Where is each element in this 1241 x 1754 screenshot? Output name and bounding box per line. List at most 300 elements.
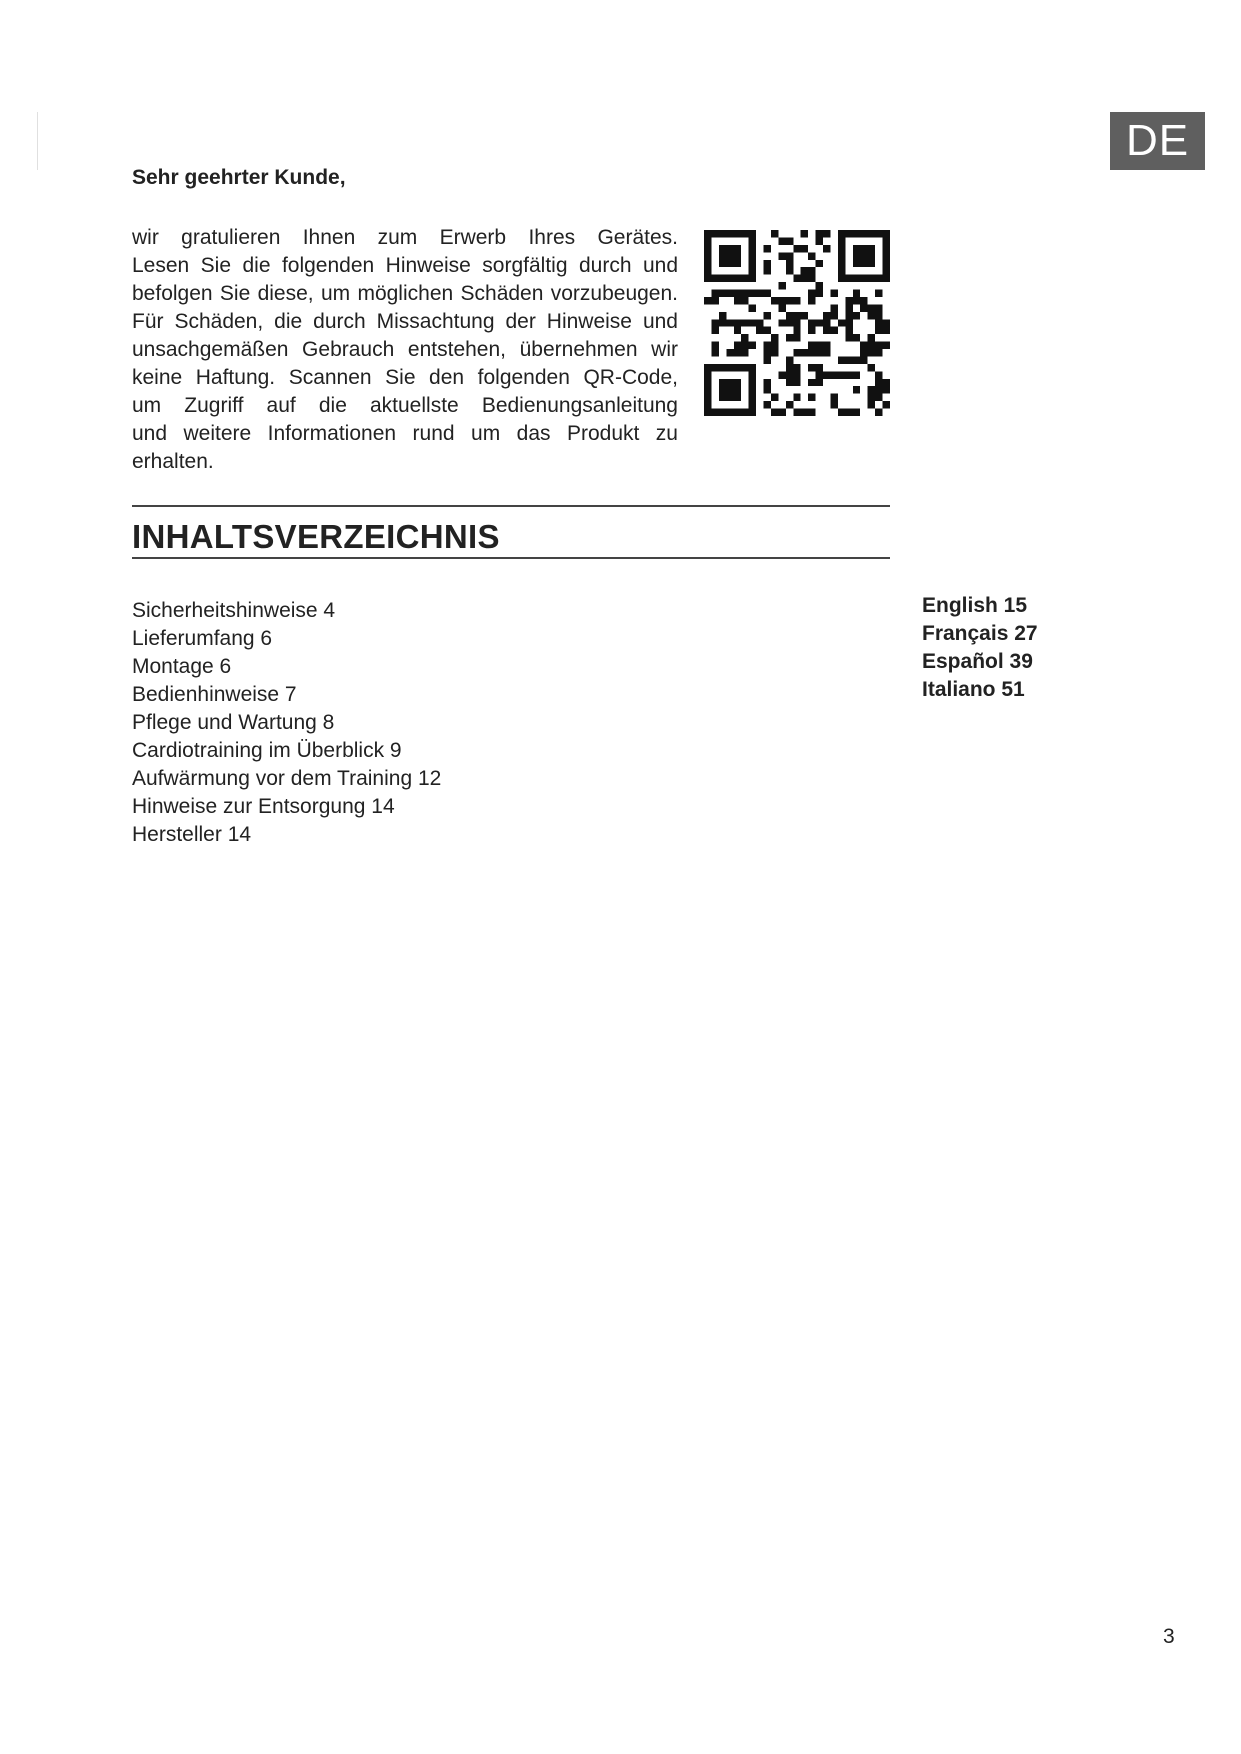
qr-module [719,319,726,326]
qr-module [816,342,823,349]
qr-module [786,319,793,326]
qr-module [830,304,837,311]
qr-module [704,297,711,304]
qr-module [868,394,875,401]
qr-module [830,371,837,378]
qr-module [749,394,756,401]
qr-module [711,409,718,416]
qr-module [816,364,823,371]
qr-module [704,230,711,237]
qr-module [875,230,882,237]
qr-module [756,290,763,297]
qr-module [838,371,845,378]
qr-module [734,394,741,401]
qr-module [711,327,718,334]
qr-module [719,379,726,386]
qr-module [868,364,875,371]
qr-module [764,245,771,252]
qr-module [801,245,808,252]
toc-item[interactable]: Pflege und Wartung 8 [132,711,335,734]
qr-module [883,237,890,244]
qr-module [726,260,733,267]
qr-module [734,327,741,334]
qr-module [764,267,771,274]
qr-module [860,252,867,259]
qr-module [704,260,711,267]
qr-module [749,260,756,267]
qr-module [719,394,726,401]
qr-module [808,290,815,297]
qr-module [778,409,785,416]
intro-line: um Zugriff auf die aktuellste Bedienungsanleitung [132,394,678,417]
qr-module [845,230,852,237]
qr-module [734,364,741,371]
qr-module [860,349,867,356]
qr-module [771,334,778,341]
qr-module [719,252,726,259]
qr-module [883,342,890,349]
qr-module [741,364,748,371]
qr-module [778,237,785,244]
qr-module [793,319,800,326]
qr-module [704,252,711,259]
qr-module [845,327,852,334]
qr-module [853,260,860,267]
qr-module [764,260,771,267]
toc-item[interactable]: Bedienhinweise 7 [132,683,297,706]
qr-module [853,252,860,259]
qr-module [875,275,882,282]
qr-module [734,290,741,297]
qr-module [845,297,852,304]
qr-module [808,319,815,326]
qr-module [816,319,823,326]
qr-module [704,245,711,252]
toc-item[interactable]: Aufwärmung vor dem Training 12 [132,767,442,790]
qr-module [801,312,808,319]
qr-module [830,312,837,319]
qr-module [726,245,733,252]
qr-module [816,290,823,297]
qr-module [845,319,852,326]
qr-module [726,230,733,237]
qr-module [845,371,852,378]
language-tab: DE [1110,112,1205,170]
qr-module [883,245,890,252]
qr-module [853,356,860,363]
margin-mark [37,112,38,170]
qr-module [808,409,815,416]
qr-module [868,252,875,259]
qr-module [726,319,733,326]
qr-module [741,275,748,282]
qr-module [883,379,890,386]
qr-module [771,349,778,356]
qr-module [853,409,860,416]
qr-module [823,371,830,378]
qr-module [801,275,808,282]
qr-module [808,364,815,371]
qr-module [823,327,830,334]
qr-module [749,371,756,378]
qr-module [764,356,771,363]
qr-module [749,409,756,416]
qr-module [786,252,793,259]
toc-rule-bottom [132,557,890,559]
qr-module [853,245,860,252]
qr-module [741,230,748,237]
qr-module [771,230,778,237]
qr-module [875,371,882,378]
qr-module [845,356,852,363]
qr-module [860,245,867,252]
qr-module [883,252,890,259]
qr-module [749,252,756,259]
qr-module [816,237,823,244]
qr-module [711,342,718,349]
intro-line: Für Schäden, die durch Missachtung der Hinweise und [132,310,678,333]
intro-line: erhalten. [132,450,214,473]
qr-module [816,349,823,356]
qr-module [764,401,771,408]
qr-module [823,312,830,319]
qr-module [838,237,845,244]
qr-module [845,304,852,311]
qr-module [726,394,733,401]
qr-module [883,386,890,393]
qr-module [816,230,823,237]
qr-module [719,312,726,319]
qr-module [838,230,845,237]
qr-module [726,386,733,393]
toc-item[interactable]: Montage 6 [132,655,232,678]
qr-module [808,342,815,349]
qr-module [808,275,815,282]
qr-module [749,319,756,326]
qr-module [838,409,845,416]
qr-module [741,290,748,297]
qr-module [786,260,793,267]
qr-module [778,319,785,326]
qr-module [853,334,860,341]
qr-module [786,237,793,244]
qr-module [786,364,793,371]
qr-module [711,319,718,326]
qr-module [853,371,860,378]
qr-module [853,386,860,393]
qr-module [786,312,793,319]
intro-line: befolgen Sie diese, um möglichen Schäden vorzubeugen. [132,282,678,305]
qr-module [778,304,785,311]
qr-module [786,356,793,363]
qr-module [734,409,741,416]
qr-module [838,275,845,282]
qr-module [845,334,852,341]
qr-module [749,364,756,371]
qr-module [875,379,882,386]
qr-module [816,282,823,289]
qr-module [801,409,808,416]
qr-module [778,371,785,378]
toc-item[interactable]: Hersteller 14 [132,823,252,846]
qr-module [764,379,771,386]
qr-module [711,290,718,297]
qr-module [786,334,793,341]
qr-module [734,319,741,326]
qr-module [704,379,711,386]
qr-module [726,364,733,371]
qr-module [793,364,800,371]
qr-module [741,342,748,349]
qr-module [749,230,756,237]
qr-module [860,356,867,363]
qr-module [868,312,875,319]
qr-module [845,312,852,319]
qr-module [868,304,875,311]
qr-module [749,237,756,244]
qr-module [771,409,778,416]
qr-module [711,230,718,237]
qr-module [749,275,756,282]
qr-module [711,275,718,282]
qr-module [875,304,882,311]
qr-module [816,379,823,386]
qr-module [756,327,763,334]
qr-module [741,319,748,326]
toc-rule-top [132,505,890,507]
qr-module [868,386,875,393]
qr-module [749,342,756,349]
qr-module [823,230,830,237]
qr-module [808,252,815,259]
language-link-english[interactable]: English 15 [922,594,1028,617]
qr-module [860,342,867,349]
qr-module [838,252,845,259]
qr-module [875,312,882,319]
toc-item[interactable]: Cardiotraining im Überblick 9 [132,739,402,762]
qr-module [793,245,800,252]
qr-module [786,371,793,378]
qr-module [883,260,890,267]
qr-module [801,267,808,274]
intro-line: und weitere Informationen rund um das Produkt zu [132,422,678,445]
qr-module [764,386,771,393]
qr-module [875,342,882,349]
qr-module [793,394,800,401]
qr-module [838,245,845,252]
qr-module [719,275,726,282]
qr-module [719,290,726,297]
qr-module [749,401,756,408]
qr-module [853,312,860,319]
intro-line: wir gratulieren Ihnen zum Erwerb Ihres Gerätes. [132,226,678,249]
qr-module [793,409,800,416]
intro-line: Lesen Sie die folgenden Hinweise sorgfältig durch und [132,254,678,277]
qr-module [726,409,733,416]
qr-module [830,394,837,401]
qr-module [741,349,748,356]
qr-module [860,304,867,311]
qr-module [711,349,718,356]
qr-module [793,334,800,341]
qr-module [764,349,771,356]
qr-module [778,282,785,289]
qr-module [704,237,711,244]
qr-module [845,275,852,282]
qr-module [734,230,741,237]
qr-module [793,297,800,304]
language-link-french[interactable]: Français 27 [922,622,1038,645]
qr-module [816,260,823,267]
qr-module [793,327,800,334]
qr-module [883,230,890,237]
qr-module [764,312,771,319]
qr-code-icon[interactable] [704,230,890,416]
qr-module [830,290,837,297]
language-link-spanish[interactable]: Español 39 [922,650,1033,673]
qr-module [764,327,771,334]
qr-module [719,260,726,267]
qr-module [868,275,875,282]
qr-module [793,275,800,282]
language-link-italian[interactable]: Italiano 51 [922,678,1025,701]
qr-module [830,327,837,334]
qr-module [875,327,882,334]
qr-module [875,394,882,401]
qr-module [734,245,741,252]
qr-module [778,252,785,259]
qr-module [808,327,815,334]
qr-module [749,379,756,386]
qr-module [883,319,890,326]
qr-module [749,267,756,274]
toc-item[interactable]: Lieferumfang 6 [132,627,273,650]
qr-module [808,267,815,274]
qr-module [823,342,830,349]
qr-module [734,252,741,259]
qr-module [749,386,756,393]
qr-module [823,245,830,252]
qr-module [868,342,875,349]
qr-module [808,297,815,304]
qr-module [704,409,711,416]
qr-module [726,349,733,356]
qr-module [704,371,711,378]
qr-module [860,275,867,282]
qr-module [808,349,815,356]
qr-module [749,290,756,297]
qr-module [726,252,733,259]
qr-module [756,319,763,326]
qr-module [786,267,793,274]
qr-module [711,297,718,304]
qr-module [734,386,741,393]
qr-module [875,409,882,416]
qr-module [749,304,756,311]
qr-module [793,379,800,386]
qr-module [741,334,748,341]
qr-module [734,297,741,304]
qr-module [883,267,890,274]
qr-module [875,290,882,297]
qr-module [816,371,823,378]
qr-module [793,371,800,378]
qr-module [719,386,726,393]
qr-module [734,260,741,267]
qr-module [875,386,882,393]
qr-module [853,230,860,237]
toc-item[interactable]: Hinweise zur Entsorgung 14 [132,795,395,818]
qr-module [793,349,800,356]
intro-line: keine Haftung. Scannen Sie den folgenden QR-Code, [132,366,678,389]
qr-module [838,260,845,267]
qr-module [734,342,741,349]
qr-module [853,290,860,297]
qr-module [704,275,711,282]
qr-module [704,401,711,408]
qr-module [711,364,718,371]
greeting: Sehr geehrter Kunde, [132,166,346,189]
qr-module [704,394,711,401]
qr-module [883,327,890,334]
toc-title: INHALTSVERZEICHNIS [132,518,500,555]
qr-module [868,245,875,252]
qr-module [808,379,815,386]
toc-list [132,597,441,849]
qr-module [868,260,875,267]
qr-module [838,356,845,363]
qr-module [830,401,837,408]
toc-item[interactable]: Sicherheitshinweise 4 [132,599,336,622]
qr-module [860,230,867,237]
qr-module [764,290,771,297]
qr-module [823,319,830,326]
qr-module [838,267,845,274]
qr-module [793,312,800,319]
qr-module [868,349,875,356]
qr-module [883,401,890,408]
qr-module [749,245,756,252]
qr-module [771,342,778,349]
qr-module [808,394,815,401]
qr-module [734,379,741,386]
qr-module [771,297,778,304]
qr-module [741,409,748,416]
language-list [922,592,1038,704]
page-number: 3 [1163,1625,1175,1648]
qr-module [823,349,830,356]
qr-module [853,297,860,304]
qr-module [786,401,793,408]
qr-module [845,409,852,416]
qr-module [883,275,890,282]
qr-module [786,297,793,304]
qr-module [786,379,793,386]
qr-module [838,319,845,326]
qr-module [719,230,726,237]
qr-module [719,409,726,416]
qr-module [860,260,867,267]
qr-module [875,349,882,356]
qr-module [853,275,860,282]
qr-module [868,230,875,237]
qr-module [704,267,711,274]
qr-module [734,275,741,282]
qr-module [778,297,785,304]
qr-module [704,364,711,371]
qr-module [726,379,733,386]
qr-module [726,275,733,282]
